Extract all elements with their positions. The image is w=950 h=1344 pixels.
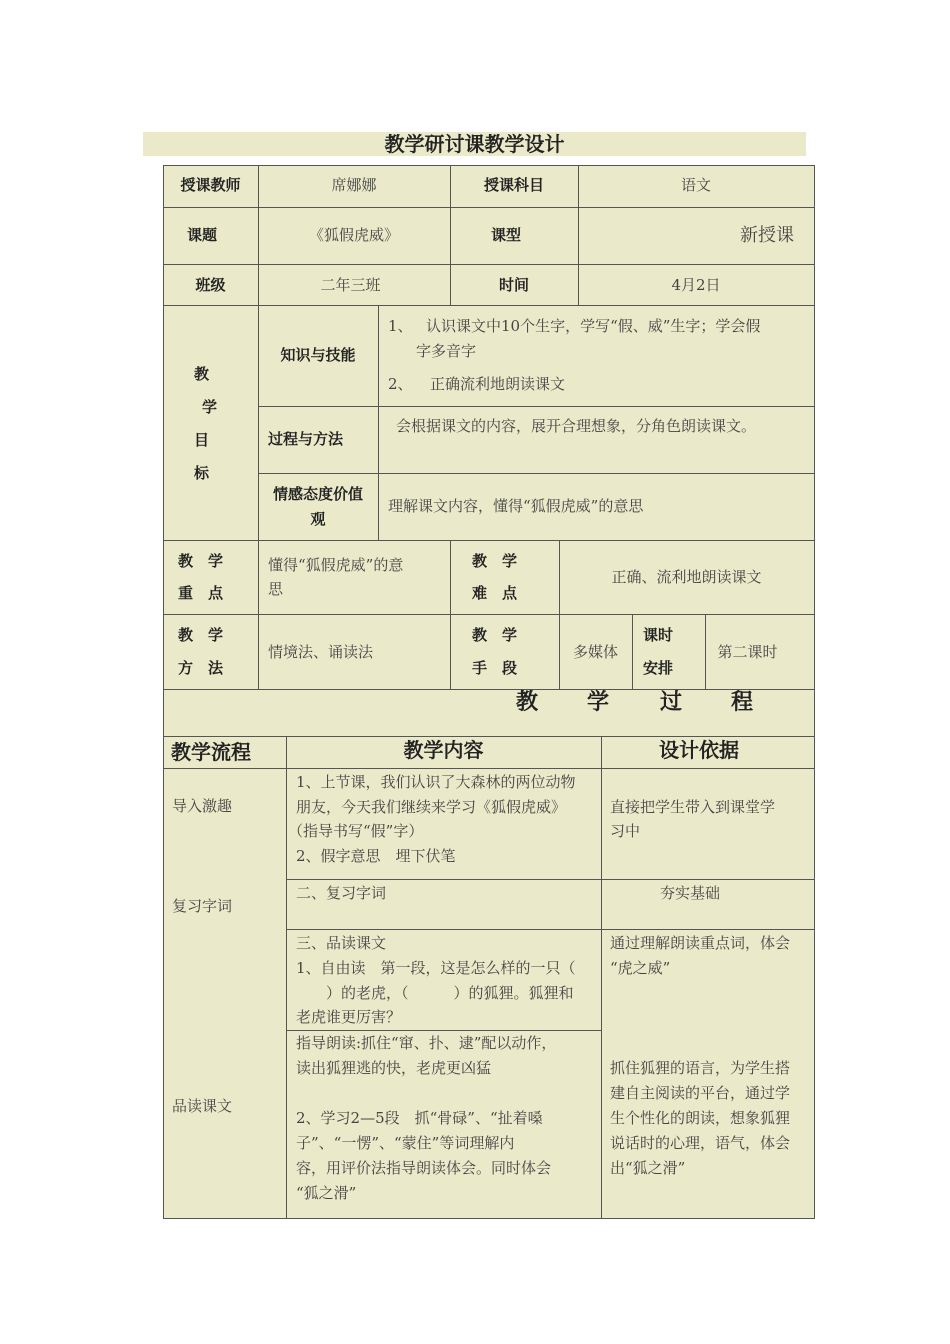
class-value: 二年三班 [320, 276, 381, 294]
content-guide-4: 2、学习2—5段 抓“骨碌”、“扯着嗓 [296, 1109, 543, 1127]
header-flow: 教学流程 [171, 740, 251, 764]
process-title-1: 教 [516, 690, 539, 715]
content-guide-5: 子”、“一愣”、“蒙住”等词理解内 [296, 1134, 515, 1152]
content-read-1: 三、品读课文 [296, 934, 387, 952]
knowledge-label: 知识与技能 [280, 346, 356, 364]
basis-guide-2: 建自主阅读的平台，通过学 [610, 1084, 791, 1102]
class-label: 班级 [195, 276, 226, 294]
key-label-b: 重 点 [178, 584, 224, 602]
basis-intro-1: 直接把学生带入到课堂学 [610, 798, 776, 816]
process-title-2: 学 [587, 690, 610, 715]
header-content: 教学内容 [403, 738, 484, 762]
page-title: 教学研讨课教学设计 [384, 132, 565, 156]
emotion-value: 理解课文内容，懂得“狐假虎威”的意思 [388, 497, 644, 515]
method-label-a: 教 学 [178, 626, 224, 644]
difficulty-label-b: 难 点 [472, 584, 518, 602]
content-intro-4: 2、假字意思 埋下伏笔 [296, 847, 456, 865]
topic-value: 《狐假虎威》 [308, 226, 399, 244]
basis-read-1: 通过理解朗读重点词，体会 [610, 934, 791, 952]
content-review: 二、复习字词 [296, 884, 387, 902]
means-label-a: 教 学 [472, 626, 518, 644]
content-read-4: 老虎谁更厉害？ [296, 1008, 402, 1026]
basis-review: 夯实基础 [660, 884, 721, 902]
basis-read-2: “虎之威” [610, 959, 671, 977]
content-read-3: ）的老虎，（ ）的狐狸。狐狸和 [296, 984, 574, 1002]
basis-guide-1: 抓住狐狸的语言，为学生搭 [610, 1059, 791, 1077]
type-label: 课型 [490, 226, 521, 244]
basis-guide-5: 出“狐之滑” [610, 1159, 686, 1177]
method-value: 情境法、诵读法 [268, 643, 374, 661]
content-guide-7: “狐之滑” [296, 1184, 357, 1202]
time-value: 4月2日 [671, 276, 721, 294]
key-value-b: 思 [268, 580, 284, 598]
subject-label: 授课科目 [483, 176, 544, 194]
content-intro-1: 1、上节课，我们认识了大森林的两位动物 [296, 773, 576, 791]
process-title-4: 程 [731, 690, 754, 715]
flow-intro: 导入激趣 [172, 797, 233, 815]
goals-label-4: 标 [194, 464, 210, 482]
flow-reading: 品读课文 [172, 1097, 233, 1115]
content-intro-3: （指导书写“假”字） [288, 822, 424, 840]
process-method-label: 过程与方法 [268, 430, 344, 448]
goals-label-2: 学 [202, 398, 218, 416]
difficulty-label-a: 教 学 [472, 552, 518, 570]
type-value: 新授课 [740, 225, 794, 246]
basis-guide-4: 说话时的心理，语气，体会 [610, 1134, 791, 1152]
knowledge-2: 正确流利地朗读课文 [430, 375, 566, 393]
subject-value: 语文 [680, 176, 711, 194]
goals-label-3: 目 [194, 431, 210, 449]
process-title-3: 过 [660, 690, 683, 715]
emotion-label-a: 情感态度价值 [272, 485, 363, 503]
key-label-a: 教 学 [178, 552, 224, 570]
content-guide-6: 容，用评价法指导朗读体会。同时体会 [296, 1159, 552, 1177]
knowledge-1b: 字多音字 [416, 342, 477, 360]
header-basis: 设计依据 [659, 738, 739, 762]
topic-label: 课题 [186, 226, 217, 244]
period-label-b: 安排 [642, 659, 673, 677]
knowledge-2-no: 2、 [388, 375, 413, 393]
teacher-label: 授课教师 [180, 176, 241, 194]
goals-label-1: 教 [194, 365, 210, 383]
period-label-a: 课时 [642, 626, 673, 644]
knowledge-1a: 认识课文中10个生字，学写“假、威”生字；学会假 [426, 317, 761, 335]
emotion-label-b: 观 [310, 510, 326, 528]
content-guide-1: 指导朗读:抓住“窜、扑、逮”配以动作， [296, 1034, 557, 1052]
flow-review: 复习字词 [172, 897, 233, 915]
content-guide-2: 读出狐狸逃的快，老虎更凶猛 [296, 1059, 492, 1077]
process-method-value: 会根据课文的内容，展开合理想象，分角色朗读课文。 [396, 417, 757, 435]
method-label-b: 方 法 [178, 659, 224, 677]
difficulty-value: 正确、流利地朗读课文 [611, 568, 762, 586]
knowledge-1-no: 1、 [388, 317, 413, 335]
time-label: 时间 [498, 276, 529, 294]
basis-guide-3: 生个性化的朗读，想象狐狸 [610, 1109, 791, 1127]
basis-intro-2: 习中 [610, 822, 641, 840]
period-value: 第二课时 [717, 643, 778, 661]
content-read-2: 1、自由读 第一段，这是怎么样的一只（ [296, 959, 576, 977]
teacher-value: 席娜娜 [331, 176, 377, 194]
content-intro-2: 朋友，今天我们继续来学习《狐假虎威》 [296, 798, 567, 816]
means-label-b: 手 段 [472, 659, 518, 677]
means-value: 多媒体 [572, 643, 618, 661]
key-value-a: 懂得“狐假虎威”的意 [268, 556, 404, 574]
